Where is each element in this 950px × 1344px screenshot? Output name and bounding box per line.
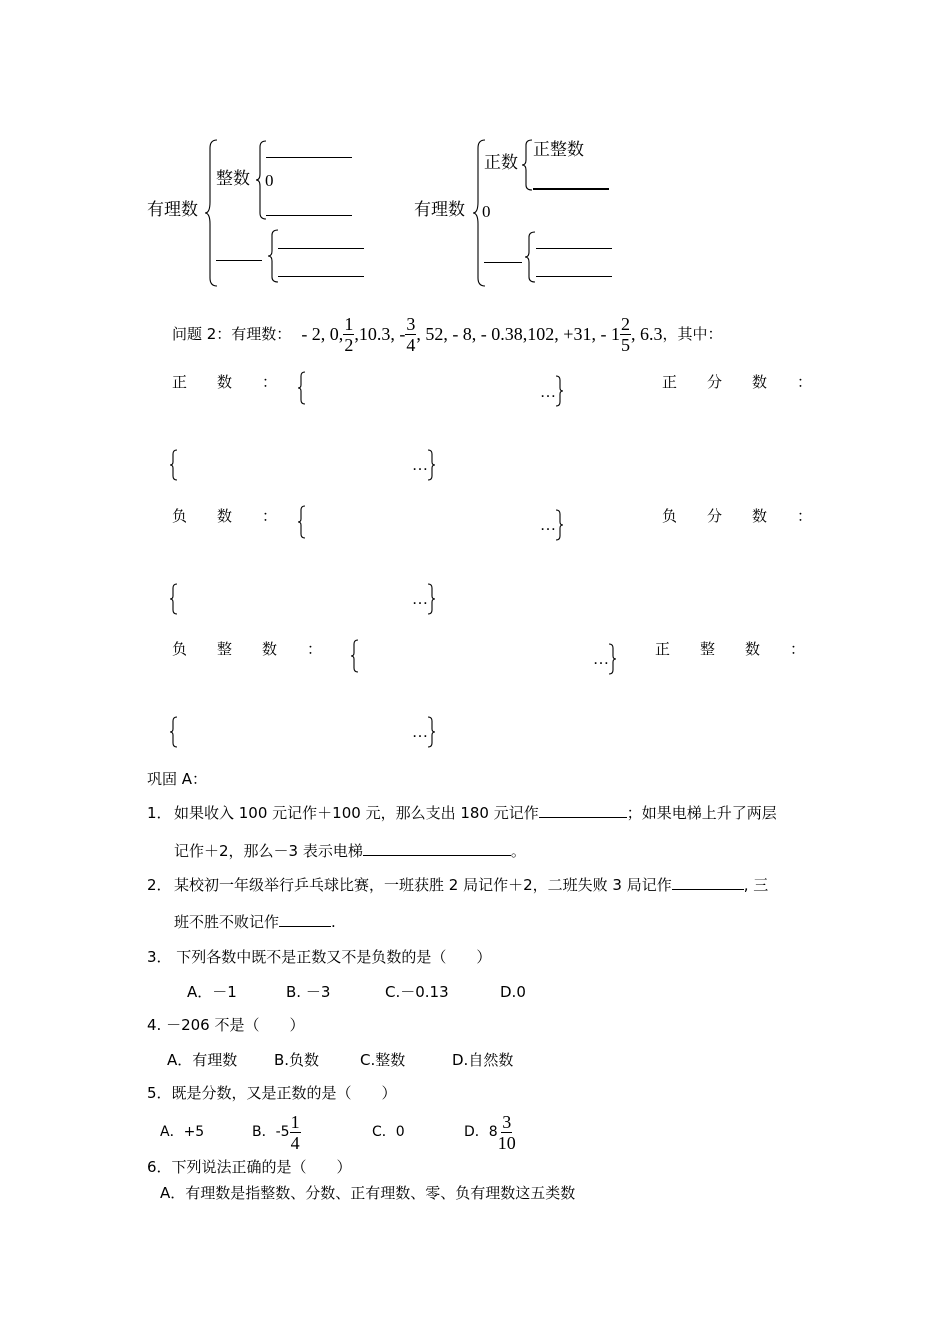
- q1-line2: [174, 844, 526, 859]
- frac2-denominator: 4: [406, 334, 416, 355]
- left-blank-category: [216, 260, 262, 261]
- q1-blank-1[interactable]: [539, 816, 627, 818]
- set-ellipsis: …: [412, 724, 428, 741]
- q5-d-denominator: 10: [497, 1132, 516, 1153]
- q3-option-d[interactable]: D.0: [500, 983, 526, 1001]
- frac3-numerator: 2: [620, 313, 630, 334]
- frac2-numerator: 3: [406, 313, 416, 334]
- q2-blank-2[interactable]: [279, 925, 331, 927]
- right-zero: 0: [482, 202, 491, 221]
- right-blank-1: [533, 188, 609, 190]
- left-main-brace: [205, 140, 219, 286]
- set-label-negative-integer: 负 整 数 ：: [172, 640, 323, 658]
- q1-number: 1．: [147, 804, 172, 822]
- q5-option-d-frac: [498, 1113, 516, 1152]
- set-brace-close: [427, 717, 435, 747]
- q3-option-a[interactable]: A．－1: [187, 983, 237, 1001]
- right-positive-label: 正数: [484, 153, 518, 173]
- q5-option-d-prefix: D．8: [464, 1124, 498, 1140]
- left-fraction-brace: [268, 230, 280, 282]
- q4-option-a[interactable]: A．有理数: [167, 1051, 238, 1069]
- q2-line2-text-b: .: [331, 913, 336, 931]
- section-title: 巩固 A：: [147, 770, 208, 788]
- q5-option-d[interactable]: [464, 1108, 516, 1156]
- q3-option-c[interactable]: C.－0.13: [385, 983, 449, 1001]
- q1-line2-text-a: 记作＋2，那么－3 表示电梯: [174, 842, 363, 860]
- question2-numbers-mid2: , 52, - 8, - 0.38,102, +31, - 1: [416, 324, 620, 344]
- q2-blank-1[interactable]: [672, 888, 744, 890]
- right-blank-2: [536, 248, 612, 249]
- q5-option-b[interactable]: [252, 1108, 301, 1156]
- set-brace-close: [427, 584, 435, 614]
- q2-number: 2．: [147, 876, 172, 894]
- question2-frac3: [620, 315, 631, 354]
- q5-option-b-prefix: B．-5: [252, 1124, 290, 1140]
- q4-option-b[interactable]: B.负数: [274, 1051, 320, 1069]
- q5-option-b-frac: [290, 1113, 301, 1152]
- set-ellipsis: …: [540, 384, 556, 401]
- frac1-numerator: 1: [344, 313, 354, 334]
- set-brace-open: [170, 450, 178, 480]
- question2-frac2: [405, 315, 416, 354]
- q1-line2-text-b: 。: [510, 842, 526, 860]
- q1-line1-text-b: ；如果电梯上升了两层: [626, 804, 777, 822]
- right-blank-3: [536, 276, 612, 277]
- set-brace-close: [608, 644, 616, 674]
- q4-stem: 4. －206 不是（ ）: [147, 1016, 305, 1034]
- left-blank-3: [278, 248, 364, 249]
- q2-line2: [174, 915, 336, 930]
- set-brace-close: [555, 376, 563, 406]
- set-brace-open: [170, 584, 178, 614]
- set-brace-open: [298, 506, 306, 538]
- right-root-label: 有理数: [414, 200, 465, 220]
- set-ellipsis: …: [412, 457, 428, 474]
- set-label-positive-fraction: 正 分 数 ：: [662, 373, 813, 391]
- right-negative-brace: [525, 232, 537, 282]
- set-brace-open: [351, 640, 359, 672]
- question2-numbers-before: - 2, 0,: [301, 324, 344, 344]
- q3-stem: 3． 下列各数中既不是正数又不是负数的是（ ）: [147, 948, 492, 966]
- set-label-positive: 正 数 ：: [172, 373, 278, 391]
- q2-line2-text-a: 班不胜不败记作: [174, 913, 280, 931]
- q5-b-numerator: 1: [290, 1111, 300, 1132]
- q6-stem: 6．下列说法正确的是（ ）: [147, 1158, 352, 1176]
- frac1-denominator: 2: [344, 334, 354, 355]
- right-positive-integer: 正整数: [533, 140, 584, 160]
- q2-line1-text-b: , 三: [743, 876, 769, 894]
- question2-frac1: [343, 315, 354, 354]
- left-zero: 0: [265, 171, 274, 190]
- left-blank-2: [266, 215, 352, 216]
- q5-option-a[interactable]: A．+5: [160, 1124, 205, 1140]
- q4-option-d[interactable]: D.自然数: [452, 1051, 514, 1069]
- left-blank-4: [278, 276, 364, 277]
- right-blank-category: [484, 262, 522, 263]
- set-label-negative: 负 数 ：: [172, 507, 278, 525]
- q2-line1-text-a: 某校初一年级举行乒乓球比赛，一班获胜 2 局记作＋2，二班失败 3 局记作: [174, 876, 672, 894]
- question2-prefix: 问题 2：有理数：: [172, 324, 292, 343]
- q1-blank-2[interactable]: [363, 854, 511, 856]
- q5-b-denominator: 4: [290, 1132, 300, 1153]
- q4-option-c[interactable]: C.整数: [360, 1051, 406, 1069]
- set-brace-open: [170, 717, 178, 747]
- q3-option-b[interactable]: B. －3: [286, 983, 331, 1001]
- set-brace-open: [298, 372, 306, 404]
- q2-line1: [174, 878, 768, 893]
- set-label-negative-fraction: 负 分 数 ：: [662, 507, 813, 525]
- question2-line: [172, 310, 722, 358]
- set-brace-close: [555, 510, 563, 540]
- q5-stem: 5．既是分数，又是正数的是（ ）: [147, 1084, 397, 1102]
- q1-line1-text-a: 如果收入 100 元记作＋100 元，那么支出 180 元记作: [174, 804, 539, 822]
- question2-numbers-mid: ,10.3, -: [354, 324, 406, 344]
- left-root-label: 有理数: [147, 200, 198, 220]
- left-blank-1: [266, 157, 352, 158]
- frac3-denominator: 5: [620, 334, 630, 355]
- q6-option-a[interactable]: A．有理数是指整数、分数、正有理数、零、负有理数这五类数: [160, 1184, 576, 1202]
- set-ellipsis: …: [412, 591, 428, 608]
- set-brace-close: [427, 450, 435, 480]
- q1-line1: [174, 806, 777, 821]
- set-label-positive-integer: 正 整 数 ：: [655, 640, 806, 658]
- set-ellipsis: …: [540, 517, 556, 534]
- left-integer-label: 整数: [216, 169, 250, 189]
- set-ellipsis: …: [593, 651, 609, 668]
- question2-suffix: ，其中：: [662, 324, 723, 343]
- q5-option-c[interactable]: C．0: [372, 1124, 405, 1140]
- question2-numbers-end: , 6.3: [630, 324, 663, 344]
- q5-d-numerator: 3: [502, 1111, 512, 1132]
